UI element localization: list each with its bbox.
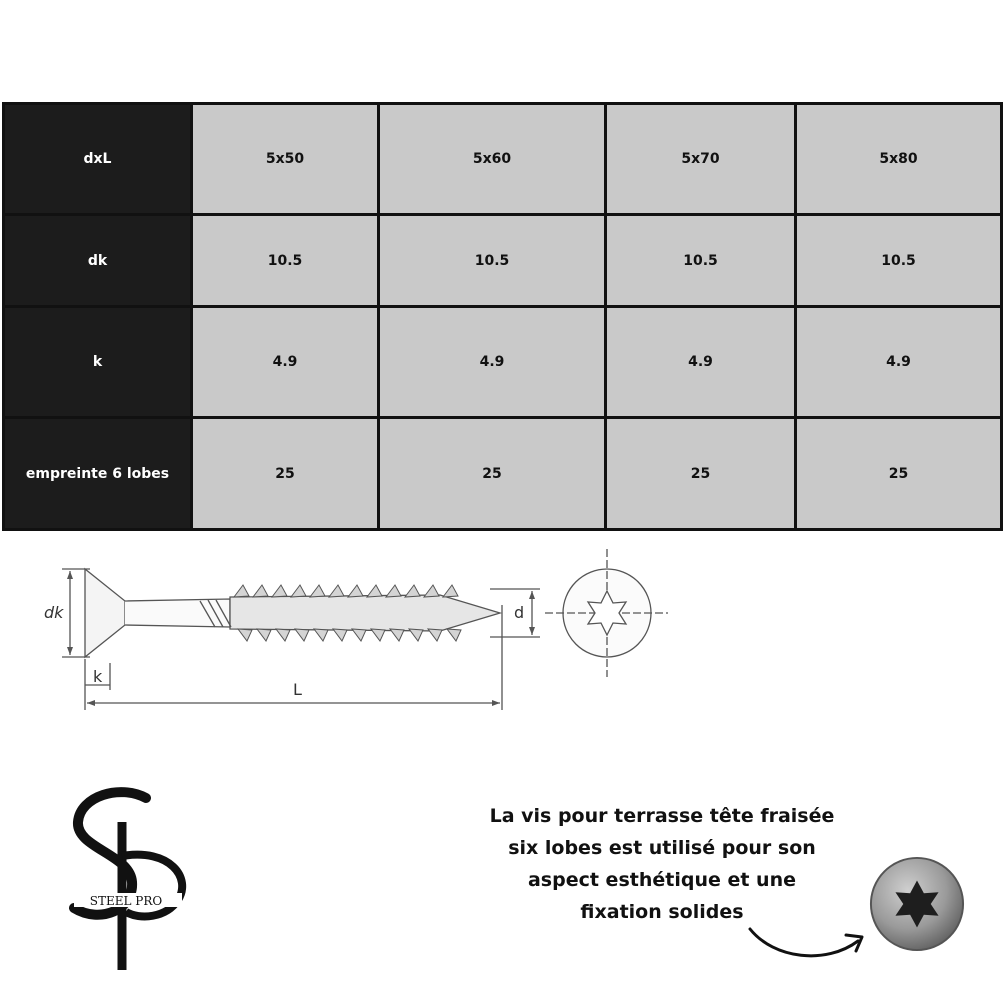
spec-table bbox=[2, 102, 1003, 531]
table-cell: 5x80 bbox=[796, 104, 1002, 215]
table-cell: 10.5 bbox=[379, 215, 606, 307]
table-row-dk bbox=[4, 215, 1002, 307]
row-header-empreinte: empreinte 6 lobes bbox=[4, 418, 192, 530]
thread-tooth bbox=[329, 585, 344, 597]
thread-tooth bbox=[405, 585, 420, 597]
table-cell: 4.9 bbox=[606, 307, 796, 418]
thread-tooth bbox=[447, 629, 461, 641]
thread-tooth bbox=[348, 585, 363, 597]
dk-label: dk bbox=[44, 603, 64, 622]
thread-tooth bbox=[253, 585, 268, 597]
screw-technical-drawing bbox=[40, 545, 680, 725]
thread-tooth bbox=[409, 629, 423, 641]
logo-text: STEEL PRO bbox=[89, 894, 163, 908]
thread-tooth bbox=[390, 629, 404, 641]
thread-tooth bbox=[291, 585, 306, 597]
table-cell: 25 bbox=[606, 418, 796, 530]
row-header-dk: dk bbox=[4, 215, 192, 307]
table-cell: 25 bbox=[379, 418, 606, 530]
thread-tooth bbox=[352, 629, 366, 641]
thread-tooth bbox=[371, 629, 385, 641]
thread-tooth bbox=[424, 585, 439, 597]
thread-tooth bbox=[367, 585, 382, 597]
thread-tooth bbox=[428, 629, 442, 641]
table-cell: 5x50 bbox=[192, 104, 379, 215]
table-cell: 4.9 bbox=[379, 307, 606, 418]
caption-line: six lobes est utilisé pour son bbox=[508, 837, 816, 859]
table-cell: 10.5 bbox=[606, 215, 796, 307]
thread-tooth bbox=[386, 585, 401, 597]
table-cell: 5x70 bbox=[606, 104, 796, 215]
table-cell: 25 bbox=[796, 418, 1002, 530]
table-cell: 4.9 bbox=[796, 307, 1002, 418]
curved-arrow-icon bbox=[740, 915, 880, 975]
thread-tooth bbox=[310, 585, 325, 597]
table-cell: 10.5 bbox=[192, 215, 379, 307]
caption-line: aspect esthétique et une bbox=[527, 869, 796, 891]
diameter-label: d bbox=[514, 603, 525, 622]
row-header-k: k bbox=[4, 307, 192, 418]
thread-tooth bbox=[276, 629, 290, 641]
steel-pro-logo bbox=[60, 782, 200, 982]
table-cell: 5x60 bbox=[379, 104, 606, 215]
thread-tooth bbox=[333, 629, 347, 641]
thread-tooth bbox=[314, 629, 328, 641]
table-row-dxl bbox=[4, 104, 1002, 215]
table-row-empreinte bbox=[4, 418, 1002, 530]
thread-tooth bbox=[272, 585, 287, 597]
length-label: L bbox=[293, 680, 302, 699]
caption-line: fixation solides bbox=[580, 901, 744, 923]
thread-tooth bbox=[257, 629, 271, 641]
table-cell: 25 bbox=[192, 418, 379, 530]
table-cell: 10.5 bbox=[796, 215, 1002, 307]
product-caption bbox=[452, 800, 872, 928]
thread-tooth bbox=[238, 629, 252, 641]
table-row-k bbox=[4, 307, 1002, 418]
thread-tooth bbox=[443, 585, 458, 597]
thread-tooth bbox=[295, 629, 309, 641]
row-header-dxl: dxL bbox=[4, 104, 192, 215]
table-cell: 4.9 bbox=[192, 307, 379, 418]
thread-tooth bbox=[234, 585, 249, 597]
caption-line: La vis pour terrasse tête fraisée bbox=[489, 805, 835, 827]
k-label: k bbox=[93, 667, 103, 686]
screw-head-photo bbox=[868, 855, 966, 953]
